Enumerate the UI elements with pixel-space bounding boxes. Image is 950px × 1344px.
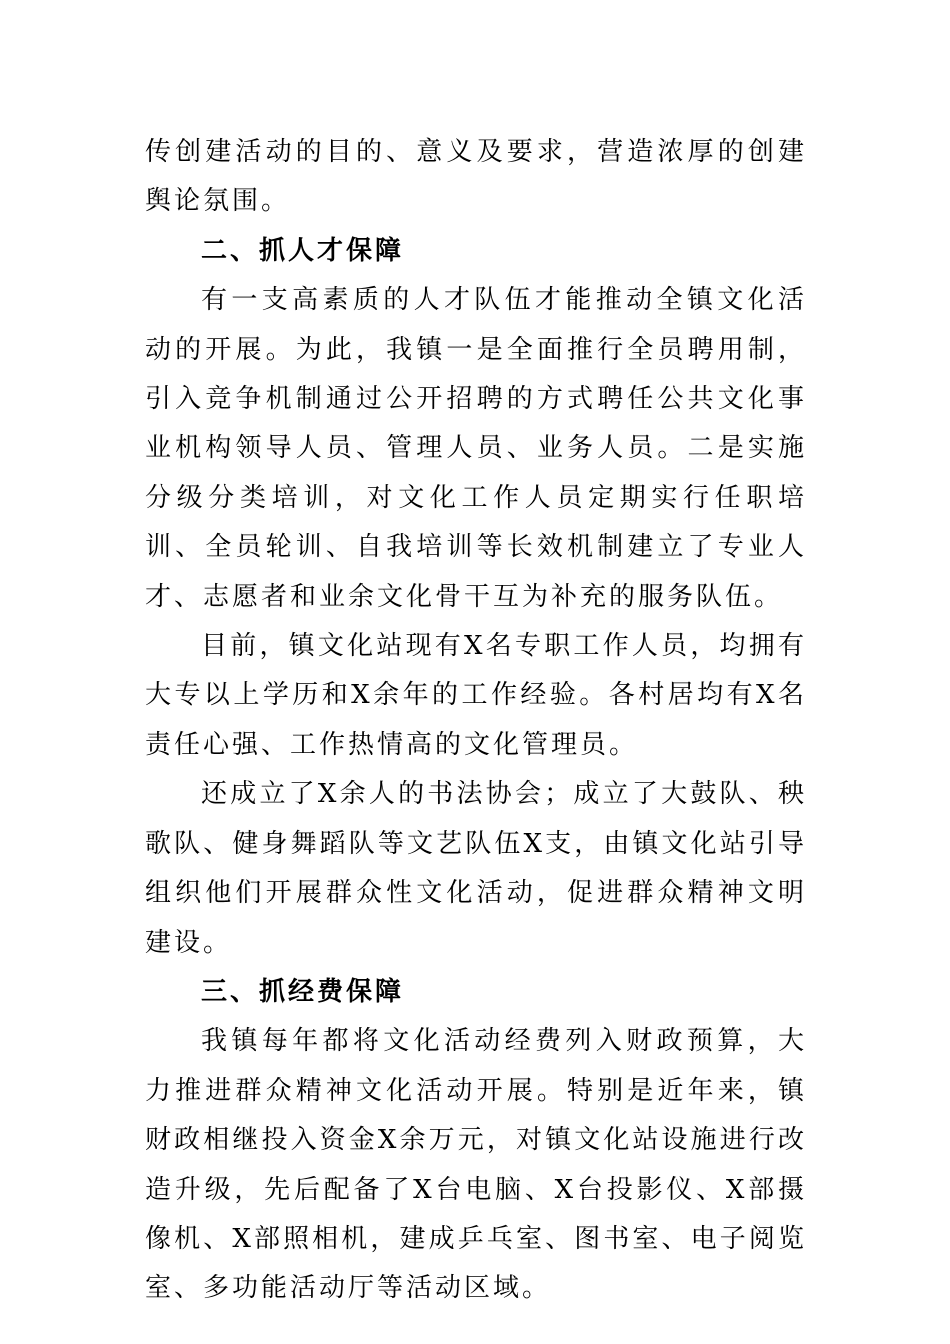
section-heading-talent: 二、抓人才保障 — [201, 235, 405, 266]
paragraph-associations: 还成立了X余人的书法协会；成立了大鼓队、秧歌队、健身舞蹈队等文艺队伍X支，由镇文化站引导组织他们开展群众性文化活动，促进群众精神文明建设。 — [145, 779, 807, 958]
paragraph-continued: 传创建活动的目的、意义及要求，营造浓厚的创建舆论氛围。 — [145, 137, 807, 217]
document-body — [145, 128, 807, 1314]
section-heading-funding: 三、抓经费保障 — [201, 976, 405, 1007]
paragraph-staff: 目前，镇文化站现有X名专职工作人员，均拥有大专以上学历和X余年的工作经验。各村居均有X名责任心强、工作热情高的文化管理员。 — [145, 631, 807, 760]
paragraph-talent-team: 有一支高素质的人才队伍才能推动全镇文化活动的开展。为此，我镇一是全面推行全员聘用制，引入竞争机制通过公开招聘的方式聘任公共文化事业机构领导人员、管理人员、业务人员。二是实施分级分类培训，对文化工作人员定期实行任职培训、全员轮训、自我培训等长效机制建立了专业人才、志愿者和业余文化骨干互为补充的服务队伍。 — [145, 285, 807, 612]
paragraph-funding: 我镇每年都将文化活动经费列入财政预算，大力推进群众精神文化活动开展。特别是近年来，镇财政相继投入资金X余万元，对镇文化站设施进行改造升级，先后配备了X台电脑、X台投影仪、X部摄像机、X部照相机，建成乒乓室、图书室、电子阅览室、多功能活动厅等活动区域。 — [145, 1026, 807, 1304]
